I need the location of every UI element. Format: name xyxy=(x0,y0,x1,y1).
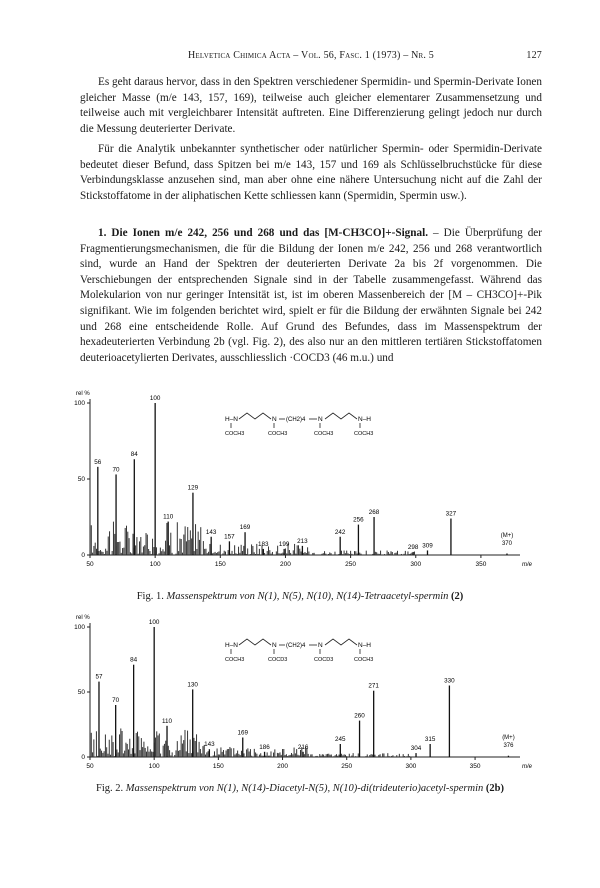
structure-substituent: COCH3 xyxy=(225,657,245,663)
running-header xyxy=(80,50,542,66)
structure-formula xyxy=(225,639,373,663)
paragraph-2 xyxy=(80,142,542,204)
x-tick-label: 150 xyxy=(214,561,226,568)
structure-formula xyxy=(225,413,373,437)
page-number: 127 xyxy=(526,50,542,61)
running-title: Helvetica Chimica Acta – Vol. 56, Fasc. 1 (1973) – Nr. 5 xyxy=(187,50,435,61)
structure-bond-right xyxy=(325,639,357,645)
y-tick-label: 0 xyxy=(81,754,85,761)
peak-label: 100 xyxy=(149,395,161,402)
x-axis-label: m/e xyxy=(522,764,533,770)
structure-left-end: H–N xyxy=(225,642,239,649)
peak-label: 330 xyxy=(444,677,455,685)
paragraph-1 xyxy=(80,75,542,137)
mass-spectrum-figure-1 xyxy=(55,383,555,583)
x-tick-label: 200 xyxy=(280,561,291,568)
peak-label: 327 xyxy=(445,510,457,518)
peak-label: 315 xyxy=(424,736,436,743)
x-tick-label: 100 xyxy=(148,763,160,770)
peak-label: 242 xyxy=(334,528,346,536)
peak-label: 57 xyxy=(95,673,103,681)
structure-left-end: H–N xyxy=(225,416,239,423)
paragraph-1-text: Es geht daraus hervor, dass in den Spektren verschiedener Spermidin- und Spermin-Derivate Ionen gleicher Masse (m/e 143, 157, 169), teilweise auch gleicher elementarer Zusammensetzung und teilweise auch mit vergleichbarer Intensität auftreten. Eine Differenzierung gelingt jedoch nur durch die Messung deuterierter Derivate. xyxy=(80,76,542,135)
peak-label: 260 xyxy=(354,712,365,720)
peak-label: 100 xyxy=(148,619,160,626)
y-tick-label: 0 xyxy=(81,552,85,559)
peak-label: 84 xyxy=(130,451,138,459)
mass-spectrum-figure-2 xyxy=(55,607,555,779)
section-heading: 1. Die Ionen m/e 242, 256 und 268 und das [M-CH3CO]+-Signal. xyxy=(98,227,428,239)
peak-label: 143 xyxy=(205,528,217,536)
structure-substituent: COCH3 xyxy=(268,431,288,437)
figure-2-caption xyxy=(0,783,600,794)
structure-substituent: COCH3 xyxy=(225,431,245,437)
structure-mid-right: N xyxy=(318,642,323,649)
peak-label: 110 xyxy=(161,717,173,725)
peak-label: 245 xyxy=(335,736,346,743)
paragraph-3 xyxy=(80,226,542,366)
figure-2-caption-prefix: Fig. 2. xyxy=(96,783,124,794)
x-axis-label: m/e xyxy=(522,562,533,568)
figure-1-caption-ref: (2) xyxy=(451,591,464,602)
molecular-ion-label: (M+) xyxy=(502,735,515,741)
structure-mid-left: N xyxy=(272,416,277,423)
x-tick-label: 150 xyxy=(212,763,224,770)
structure-right-end: N–H xyxy=(358,642,372,649)
structure-chain: (CH2)4 xyxy=(286,417,306,423)
structure-substituent: COCH3 xyxy=(354,657,374,663)
molecular-ion-mass: 370 xyxy=(501,541,512,547)
peak-label: 129 xyxy=(187,484,199,492)
structure-substituent: COCH3 xyxy=(354,431,374,437)
y-axis-label: rel % xyxy=(76,391,90,397)
structure-right-end: N–H xyxy=(358,416,372,423)
peak-label: 304 xyxy=(410,745,422,753)
y-axis-label: rel % xyxy=(76,615,90,621)
structure-bond-left xyxy=(239,639,271,645)
molecular-ion-label: (M+) xyxy=(500,533,514,539)
structure-bond-right xyxy=(325,413,357,419)
peak-label: 271 xyxy=(368,682,379,690)
y-tick-label: 100 xyxy=(74,624,85,631)
x-tick-label: 350 xyxy=(469,763,481,770)
minor-peaks xyxy=(91,728,409,757)
y-tick-label: 50 xyxy=(77,689,85,696)
structure-mid-right: N xyxy=(318,416,323,423)
peak-label: 199 xyxy=(278,540,290,548)
peak-label: 183 xyxy=(258,540,269,548)
peak-label: 216 xyxy=(297,743,309,751)
molecular-ion-mass: 376 xyxy=(503,743,514,749)
peak-label: 70 xyxy=(112,466,120,474)
x-tick-label: 300 xyxy=(410,561,422,568)
peak-label: 169 xyxy=(239,524,251,532)
peak-label: 169 xyxy=(237,729,249,737)
peak-label: 256 xyxy=(353,516,364,524)
figure-2-caption-ref: (2b) xyxy=(485,783,504,794)
x-tick-label: 250 xyxy=(341,763,353,770)
x-tick-label: 100 xyxy=(149,561,161,568)
x-tick-label: 300 xyxy=(405,763,417,770)
paragraph-3-text: – Die Überprüfung der Fragmentierungsmechanismen, die für die Bildung der Ionen m/e 242, 256 und 268 verantwortlich sind, wurde an Hand der Spektren der deuterierten Derivate 2a bis 2f vorgenommen. Die Verschiebungen der entsprechenden Signale sind in der Tabelle zusammengefasst. Während das Molekularion von nur geringer Intensität ist, ist im oberen Massenbereich der [M – CH3CO]+-Pik signifikant. Wie im folgenden berichtet wird, spielt er für die Bildung der erwähnten Signale bei 242 und 268 eine entscheidende Rolle. Auf Grund des Befundes, dass im Massenspektrum der hexadeuterierten Verbindung 2b (vgl. Fig. 2), des also nur an den mittleren tertiären Stickstoffatomen deuterioacetylierten Derivates, ausschliesslich ·COCD3 (46 m.u.) und xyxy=(80,227,542,364)
x-tick-label: 50 xyxy=(86,763,94,770)
peak-label: 84 xyxy=(130,656,138,664)
y-tick-label: 50 xyxy=(77,476,85,483)
peak-label: 186 xyxy=(259,743,270,751)
peak-label: 213 xyxy=(297,537,308,545)
peak-label: 70 xyxy=(112,697,120,704)
structure-chain: (CH2)4 xyxy=(286,643,306,649)
x-tick-label: 350 xyxy=(475,561,487,568)
peak-label: 268 xyxy=(368,509,380,516)
figure-1-caption xyxy=(0,591,600,602)
peak-label: 309 xyxy=(422,542,433,550)
peak-label: 110 xyxy=(163,513,174,521)
structure-bond-left xyxy=(239,413,271,419)
structure-mid-left: N xyxy=(272,642,277,649)
structure-substituent: COCD3 xyxy=(268,657,288,663)
figure-1-caption-prefix: Fig. 1. xyxy=(136,591,164,602)
structure-substituent: COCH3 xyxy=(314,431,334,437)
peak-label: 298 xyxy=(407,543,419,551)
y-tick-label: 100 xyxy=(74,400,85,407)
figure-2-caption-text: Massenspektrum von N(1), N(14)-Diacetyl-N(5), N(10)-di(trideuterio)acetyl-spermin xyxy=(125,783,484,794)
figure-1-caption-text: Massenspektrum von N(1), N(5), N(10), N(14)-Tetraacetyl-spermin xyxy=(166,591,449,602)
peak-label: 143 xyxy=(204,741,215,749)
x-tick-label: 50 xyxy=(86,561,94,568)
x-tick-label: 200 xyxy=(277,763,288,770)
peak-label: 130 xyxy=(187,681,198,689)
minor-peaks xyxy=(91,522,414,555)
x-tick-label: 250 xyxy=(345,561,357,568)
structure-substituent: COCD3 xyxy=(314,657,334,663)
paragraph-2-text: Für die Analytik unbekannter synthetischer oder natürlicher Spermin- oder Spermidin-Derivate bedeutet dieser Befund, dass Spitzen bei m/e 143, 157 und 169 als Schlüsselbruchstücke für diese Verbindungsklasse anzusehen sind, man aber ohne eine nähere Untersuchung nicht auf die Zahl der Stickstoffatome in der aliphatischen Kette schliessen kann (Spermidin, Spermin usw.). xyxy=(80,143,542,202)
peak-label: 56 xyxy=(94,458,102,466)
peak-label: 157 xyxy=(224,533,235,541)
